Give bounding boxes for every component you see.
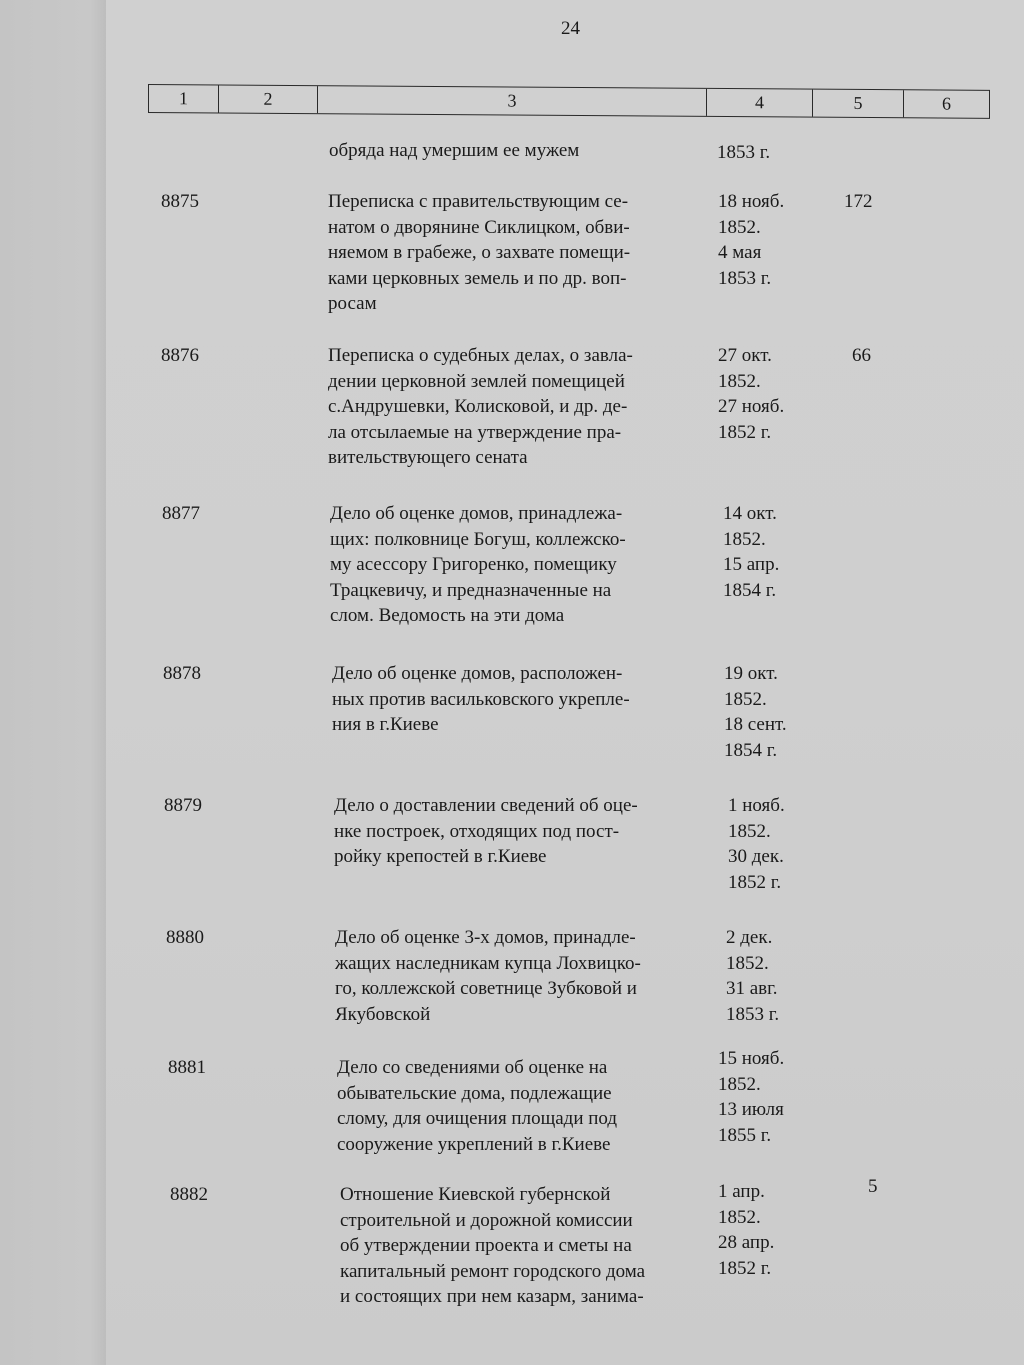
column-header-5: 5: [813, 90, 904, 118]
description-line: Якубовской: [335, 1003, 431, 1025]
entry-description: [330, 501, 730, 629]
entry-description: [332, 661, 732, 738]
page-gutter: [0, 0, 106, 1365]
sheet-count: 5: [868, 1176, 878, 1197]
description-line: обывательские дома, подлежащие: [337, 1082, 612, 1104]
entry-dates: [718, 1046, 784, 1148]
description-line: об утверждении проекта и сметы на: [340, 1235, 632, 1256]
date-line: 27 нояб.: [718, 396, 785, 417]
entry-dates: [723, 501, 779, 603]
entry-description: [328, 189, 728, 317]
description-line: щих: полковнице Богуш, коллежско-: [330, 528, 626, 550]
description-line: Отношение Киевской губернской: [340, 1184, 611, 1205]
date-line: 15 нояб.: [718, 1048, 785, 1069]
date-line: 15 апр.: [723, 554, 780, 575]
date-line: 27 окт.: [718, 345, 772, 366]
description-line: нке построек, отходящих под пост-: [334, 820, 620, 842]
description-line: натом о дворянине Сиклицком, обви-: [328, 216, 630, 238]
description-line: обряда над умершим ее мужем: [329, 140, 580, 161]
page-number: 24: [561, 18, 580, 39]
description-line: Дело об оценке домов, расположен-: [332, 663, 623, 684]
date-line: 1852.: [726, 952, 769, 974]
date-line: 1852.: [728, 820, 771, 842]
entry-dates: [718, 343, 784, 445]
entry-dates: [724, 661, 787, 763]
entry-number: 8882: [170, 1184, 208, 1205]
entry-description: [340, 1182, 740, 1310]
date-line: 1852 г.: [718, 1257, 772, 1279]
entry-number: 8879: [164, 795, 202, 816]
description-line: Дело об оценке 3-х домов, принадле-: [335, 927, 636, 948]
entry-number: 8877: [162, 503, 200, 524]
date-line: 19 окт.: [724, 663, 778, 684]
description-line: капитальный ремонт городского дома: [340, 1260, 646, 1282]
date-line: 1852 г.: [718, 421, 772, 443]
entry-description: [335, 925, 735, 1027]
description-line: Дело со сведениями об оценке на: [337, 1057, 608, 1078]
date-line: 1852.: [718, 1073, 761, 1095]
entry-dates: [717, 140, 770, 166]
date-line: 2 дек.: [726, 927, 773, 948]
entry-number: 8880: [166, 927, 204, 948]
entry-number: 8875: [161, 191, 199, 212]
entry-dates: [726, 925, 779, 1027]
column-header-1: 1: [149, 85, 219, 112]
description-line: Дело об оценке домов, принадлежа-: [330, 503, 623, 524]
date-line: 28 апр.: [718, 1232, 775, 1253]
table-header-row: [148, 84, 990, 119]
date-line: 1852.: [718, 216, 761, 238]
date-line: 1 апр.: [718, 1181, 765, 1202]
description-line: дении церковной землей помещицей: [328, 370, 625, 392]
column-header-4: 4: [707, 89, 813, 117]
sheet-count: 172: [844, 191, 873, 212]
date-line: 1852.: [718, 1206, 761, 1228]
description-line: Переписка с правительствующим се-: [328, 191, 629, 212]
date-line: 30 дек.: [728, 846, 784, 867]
date-line: 1854 г.: [724, 739, 778, 761]
entry-dates: [718, 189, 784, 291]
entry-description: [329, 138, 729, 164]
date-line: 1852.: [723, 528, 766, 550]
entry-dates: [718, 1179, 774, 1281]
date-line: 13 июля: [718, 1099, 784, 1120]
date-line: 1852.: [718, 370, 761, 392]
description-line: няемом в грабеже, о захвате помещи-: [328, 242, 631, 263]
date-line: 1855 г.: [718, 1124, 772, 1146]
description-line: му асессору Григоренко, помещику: [330, 554, 617, 575]
entry-dates: [728, 793, 785, 895]
description-line: ных против васильковского укрепле-: [332, 688, 630, 710]
date-line: 1852.: [724, 688, 767, 710]
description-line: Дело о доставлении сведений об оце-: [334, 795, 638, 816]
description-line: и состоящих при нем казарм, занима-: [340, 1286, 644, 1307]
description-line: жащих наследникам купца Лохвицко-: [335, 952, 641, 974]
sheet-count: 66: [852, 345, 871, 366]
column-header-3: 3: [318, 86, 707, 116]
description-line: ла отсылаемые на утверждение пра-: [328, 421, 622, 443]
date-line: 1853 г.: [718, 267, 772, 289]
description-line: Переписка о судебных делах, о завла-: [328, 345, 633, 366]
date-line: 1 нояб.: [728, 795, 785, 816]
description-line: сооружение укреплений в г.Киеве: [337, 1133, 611, 1155]
date-line: 1852 г.: [728, 871, 782, 893]
date-line: 18 нояб.: [718, 191, 785, 212]
entry-number: 8878: [163, 663, 201, 684]
column-header-6: 6: [942, 93, 951, 114]
date-line: 18 сент.: [724, 714, 787, 735]
date-line: 1853 г.: [717, 142, 771, 163]
description-line: ками церковных земель и по др. воп-: [328, 267, 627, 289]
description-line: го, коллежской советнице Зубковой и: [335, 978, 637, 999]
date-line: 14 окт.: [723, 503, 777, 524]
description-line: росам: [328, 293, 377, 314]
entry-description: [334, 793, 734, 870]
entry-description: [328, 343, 728, 471]
date-line: 4 мая: [718, 242, 762, 263]
date-line: 1853 г.: [726, 1003, 780, 1025]
description-line: строительной и дорожной комиссии: [340, 1209, 633, 1231]
description-line: слому, для очищения площади под: [337, 1108, 618, 1129]
description-line: Трацкевичу, и предназначенные на: [330, 579, 612, 601]
date-line: 1854 г.: [723, 579, 777, 601]
description-line: слом. Ведомость на эти дома: [330, 605, 565, 626]
column-header-2: 2: [219, 85, 318, 113]
date-line: 31 авг.: [726, 978, 778, 999]
entry-number: 8876: [161, 345, 199, 366]
description-line: ройку крепостей в г.Киеве: [334, 846, 547, 867]
entry-description: [337, 1055, 737, 1157]
description-line: ния в г.Киеве: [332, 714, 439, 735]
description-line: вительствующего сената: [328, 447, 528, 468]
entry-number: 8881: [168, 1057, 206, 1078]
description-line: с.Андрушевки, Колисковой, и др. де-: [328, 396, 628, 417]
